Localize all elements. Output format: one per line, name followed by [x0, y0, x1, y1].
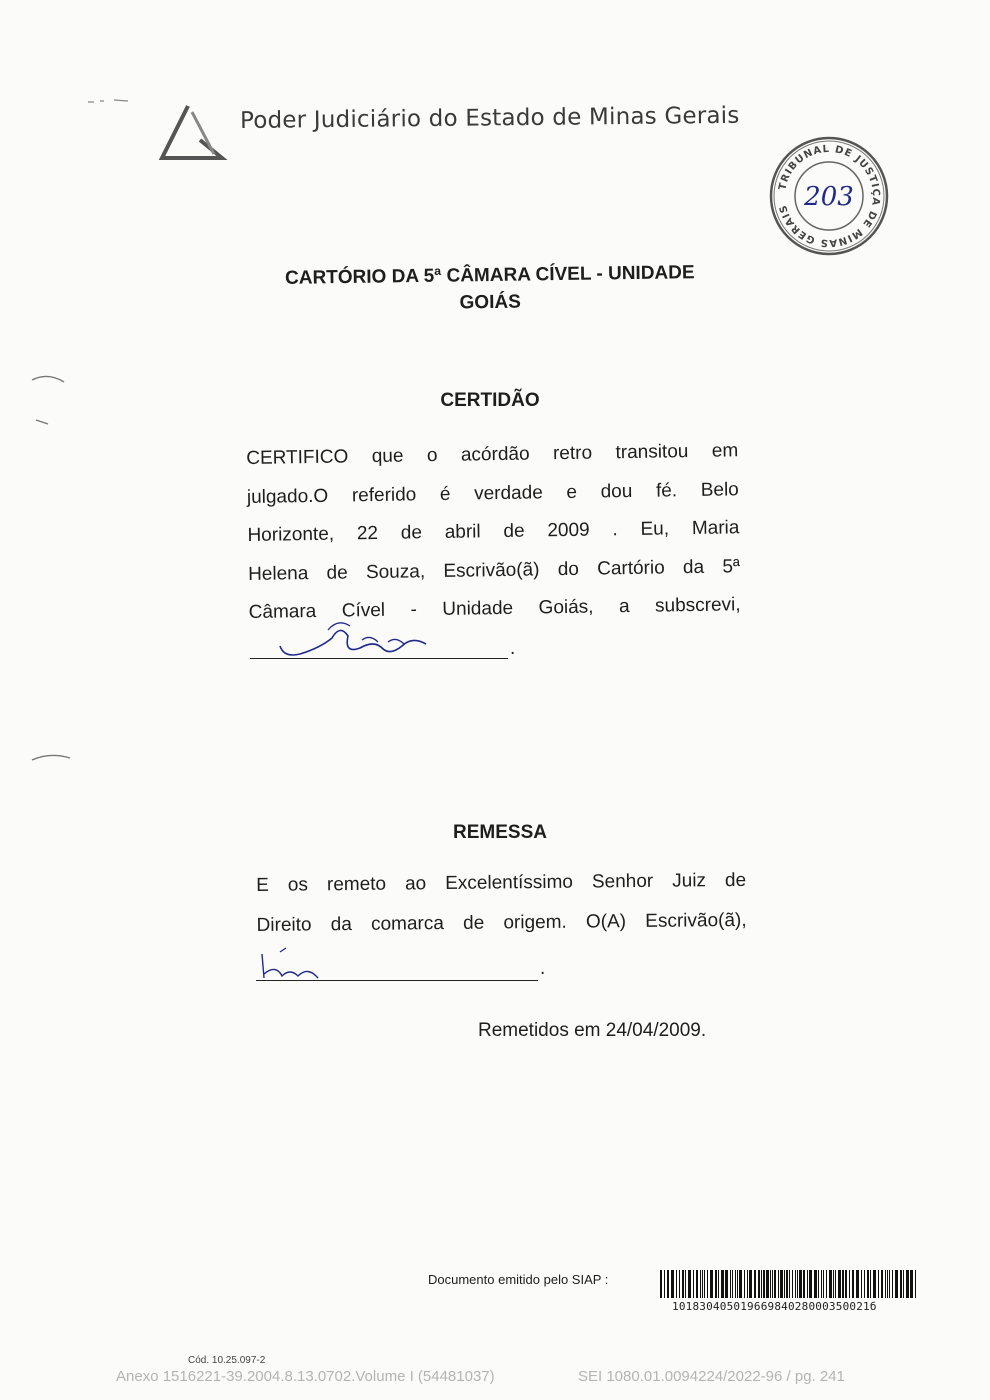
barcode-bar — [693, 1270, 694, 1298]
court-seal-stamp — [768, 135, 890, 257]
word: Maria — [691, 517, 740, 540]
word: 5ª — [722, 555, 741, 578]
barcode-bar — [873, 1270, 876, 1298]
barcode-bar — [803, 1270, 805, 1298]
word: Excelentíssimo — [445, 871, 574, 895]
barcode-bar — [664, 1270, 665, 1298]
barcode-bar — [870, 1270, 871, 1298]
barcode-bar — [761, 1270, 762, 1298]
word: verdade — [473, 481, 543, 504]
barcode-bar — [784, 1270, 785, 1298]
barcode-bar — [667, 1270, 669, 1298]
barcode-bar — [754, 1270, 756, 1298]
barcode-bar — [676, 1270, 677, 1298]
word: Câmara — [248, 600, 317, 623]
barcode-number: 10183040501966984028000350021б — [672, 1300, 877, 1313]
scan-mark — [30, 372, 70, 432]
certidao-line — [247, 509, 740, 555]
barcode-bar — [679, 1270, 680, 1298]
word: Goiás, — [538, 596, 594, 619]
word: de — [326, 561, 348, 584]
barcode-bar — [861, 1270, 862, 1298]
barcode-bar — [704, 1270, 705, 1298]
certidao-signature-end: . — [510, 638, 516, 659]
barcode-bar — [903, 1270, 904, 1298]
barcode-bar — [700, 1270, 701, 1298]
remessa-title: REMESSA — [453, 822, 547, 843]
word: Cível — [341, 599, 386, 622]
word: transitou — [615, 441, 689, 464]
barcode-bar — [856, 1270, 859, 1298]
barcode-bar — [818, 1270, 819, 1298]
barcode-bar — [826, 1270, 827, 1298]
word: Cartório — [596, 556, 665, 579]
barcode-bar — [763, 1270, 765, 1298]
handwritten-signature — [270, 618, 440, 668]
word: - — [410, 599, 418, 621]
form-code: Cód. 10.25.097-2 — [188, 1355, 266, 1366]
word: 22 — [356, 522, 379, 545]
word: e — [566, 481, 578, 503]
barcode-bar — [833, 1270, 834, 1298]
word: Horizonte, — [247, 523, 335, 546]
seal-page-number: 203 — [804, 182, 854, 212]
barcode-bar — [772, 1270, 773, 1298]
barcode-bar — [710, 1270, 713, 1298]
barcode-bar — [696, 1270, 698, 1298]
barcode-bar — [744, 1270, 745, 1298]
word: abril — [444, 521, 481, 543]
barcode-bar — [906, 1270, 909, 1298]
barcode-bar — [770, 1270, 771, 1298]
barcode-bar — [881, 1270, 883, 1298]
barcode-bar — [721, 1270, 724, 1298]
word: dou — [600, 480, 633, 502]
word: os — [287, 874, 309, 896]
barcode-bar — [895, 1270, 898, 1298]
barcode-bar — [718, 1270, 719, 1298]
barcode-bar — [867, 1270, 869, 1298]
barcode-bar — [838, 1270, 841, 1298]
word: Escrivão(ã) — [443, 558, 540, 582]
word: origem. — [503, 911, 567, 934]
barcode-bar — [852, 1270, 854, 1298]
sei-reference: SEI 1080.01.0094224/2022-96 / pg. 241 — [578, 1368, 845, 1385]
barcode-bar — [737, 1270, 738, 1298]
word: ao — [404, 873, 427, 895]
barcode-bar — [807, 1270, 808, 1298]
word: comarca — [370, 913, 445, 935]
barcode-bar — [885, 1270, 886, 1298]
barcode-bar — [900, 1270, 902, 1298]
word: Unidade — [442, 597, 514, 620]
annex-reference: Anexo 1516221-39.2004.8.13.0702.Volume I (54481037) — [116, 1368, 495, 1385]
remessa-line — [256, 901, 746, 946]
word: que — [371, 445, 404, 468]
word: retro — [552, 442, 593, 465]
word: Direito — [256, 914, 312, 936]
barcode-bar — [823, 1270, 824, 1298]
barcode-bar — [829, 1270, 832, 1298]
barcode-bar — [910, 1270, 913, 1298]
sent-date: Remetidos em 24/04/2009. — [478, 1020, 707, 1041]
office-heading-line2: GOIÁS — [459, 291, 521, 314]
certidao-body — [246, 432, 741, 632]
barcode-bar — [786, 1270, 788, 1298]
seal-text: TRIBUNAL DE JUSTIÇA DE MINAS GERAIS — [777, 143, 882, 249]
barcode-bar — [739, 1270, 742, 1298]
word: fé. — [655, 479, 678, 502]
barcode-bar — [792, 1270, 793, 1298]
word: subscrevi, — [654, 594, 741, 617]
barcode-bar — [660, 1270, 662, 1298]
scan-mark — [30, 748, 74, 768]
word: é — [439, 483, 451, 505]
barcode-bar — [845, 1270, 847, 1298]
barcode-bar — [758, 1270, 760, 1298]
barcode-bar — [809, 1270, 812, 1298]
barcode-bar — [747, 1270, 748, 1298]
barcode-bar — [797, 1270, 798, 1298]
word: do — [557, 558, 580, 580]
barcode-bar — [799, 1270, 802, 1298]
office-heading — [240, 259, 741, 320]
office-heading-line1: CARTÓRIO DA 5ª CÂMARA CÍVEL - UNIDADE — [284, 262, 695, 289]
siap-label: Documento emitido pelo SIAP : — [428, 1272, 609, 1287]
word: julgado.O — [246, 485, 329, 508]
barcode-bar — [889, 1270, 890, 1298]
word: o — [426, 444, 438, 467]
word: . — [612, 519, 618, 541]
word: Helena — [247, 562, 309, 585]
barcode-bar — [789, 1270, 790, 1298]
word: O(A) — [585, 911, 627, 933]
barcode-bar — [849, 1270, 850, 1298]
barcode-bar — [864, 1270, 865, 1298]
word: E — [256, 874, 270, 896]
word: Escrivão(ã), — [645, 909, 747, 932]
word: em — [711, 440, 739, 462]
word: a — [618, 595, 630, 618]
barcode-bar — [814, 1270, 817, 1298]
barcode-bar — [725, 1270, 728, 1298]
barcode-bar — [842, 1270, 844, 1298]
barcode-bar — [887, 1270, 888, 1298]
barcode-bar — [795, 1270, 796, 1298]
scan-mark — [88, 92, 128, 98]
barcode-bar — [778, 1270, 779, 1298]
barcode-bar — [688, 1270, 691, 1298]
barcode-bar — [685, 1270, 686, 1298]
remessa-signature-end: . — [540, 958, 546, 979]
barcode-bar — [732, 1270, 733, 1298]
remessa-body — [256, 861, 747, 946]
word: da — [682, 556, 705, 578]
word: CERTIFICO — [246, 446, 349, 469]
barcode-bar — [682, 1270, 684, 1298]
word: referido — [351, 483, 417, 506]
word: Souza, — [365, 560, 426, 583]
word: de — [462, 912, 485, 934]
judiciary-logo-icon — [158, 102, 228, 164]
barcode-bar — [915, 1270, 916, 1298]
word: da — [330, 914, 352, 936]
barcode-bar — [671, 1270, 674, 1298]
barcode-bar — [835, 1270, 836, 1298]
word: remeto — [326, 873, 387, 896]
barcode-bar — [780, 1270, 783, 1298]
barcode-bar — [735, 1270, 736, 1298]
barcode — [660, 1270, 918, 1298]
barcode-bar — [707, 1270, 708, 1298]
word: Eu, — [640, 518, 670, 540]
barcode-bar — [702, 1270, 703, 1298]
word: acórdão — [460, 443, 530, 466]
word: 2009 — [547, 519, 590, 542]
word: Senhor — [591, 870, 654, 893]
word: Belo — [700, 478, 739, 501]
institution-title: Poder Judiciário do Estado de Minas Gerais — [239, 102, 740, 134]
word: Juiz — [672, 870, 707, 892]
word: de — [400, 522, 423, 544]
word: de — [503, 520, 525, 542]
remessa-line — [256, 861, 746, 906]
barcode-bar — [766, 1270, 769, 1298]
barcode-bar — [892, 1270, 893, 1298]
word: de — [724, 869, 747, 892]
barcode-bar — [821, 1270, 822, 1298]
barcode-bar — [715, 1270, 717, 1298]
barcode-bar — [730, 1270, 731, 1298]
barcode-bar — [749, 1270, 752, 1298]
certidao-title: CERTIDÃO — [440, 390, 540, 411]
handwritten-initials — [252, 944, 332, 984]
barcode-bar — [774, 1270, 776, 1298]
barcode-bar — [878, 1270, 879, 1298]
